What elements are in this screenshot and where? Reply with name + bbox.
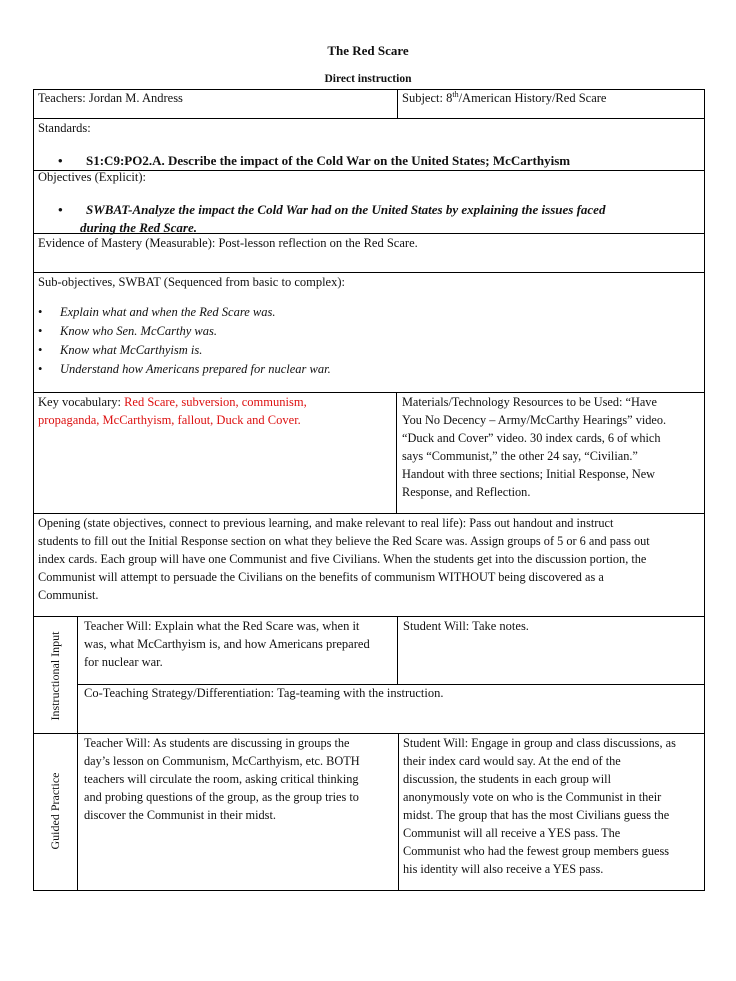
materials-line: Materials/Technology Resources to be Used: “Have	[402, 395, 657, 409]
ii-teacher-line: was, what McCarthyism is, and how Americans prepared	[84, 637, 370, 651]
opening-line: index cards. Each group will have one Communist and five Civilians. When the students get into the discussion portion, the	[38, 552, 647, 566]
gp-student-line: their index card would say. At the end of the	[403, 754, 621, 768]
vocab-line2: propaganda, McCarthyism, fallout, Duck and Cover.	[38, 413, 301, 427]
gp-teacher-line: discover the Communist in their midst.	[84, 808, 276, 822]
objectives-label: Objectives (Explicit):	[38, 170, 146, 184]
subject-prefix: Subject: 8	[402, 91, 453, 105]
gp-student-line: Student Will: Engage in group and class discussions, as	[403, 736, 676, 750]
gp-teacher-block	[84, 734, 360, 824]
gp-teacher-line: and probing questions of the group, as the group tries to	[84, 790, 359, 804]
gp-student-line: anonymously vote on who is the Communist in their	[403, 790, 662, 804]
gp-student-line: Communist will all receive a YES pass. The	[403, 826, 621, 840]
vocab-label: Key vocabulary:	[38, 395, 125, 409]
ii-coteaching: Co-Teaching Strategy/Differentiation: Tag-teaming with the instruction.	[84, 686, 444, 700]
subject-suffix: /American History/Red Scare	[458, 91, 607, 105]
document-title: The Red Scare	[327, 43, 409, 58]
teachers-field: Teachers: Jordan M. Andress	[38, 91, 183, 105]
gp-student-line: his identity will also receive a YES pass.	[403, 862, 604, 876]
materials-line: “Duck and Cover” video. 30 index cards, 6 of which	[402, 431, 661, 445]
gp-student-line: discussion, the students in each group will	[403, 772, 611, 786]
gp-teacher-line: day’s lesson on Communism, McCarthyism, etc. BOTH	[84, 754, 360, 768]
opening-line: Opening (state objectives, connect to previous learning, and make relevant to real life): Pass out handout and instruct	[38, 516, 614, 530]
objectives-text-line2: during the Red Scare.	[80, 220, 198, 235]
gp-teacher-line: teachers will circulate the room, asking critical thinking	[84, 772, 359, 786]
subject-field	[402, 89, 606, 107]
instructional-input-label: Instructional Input	[48, 631, 62, 721]
ii-teacher-line: for nuclear war.	[84, 655, 163, 669]
guided-practice-label: Guided Practice	[48, 772, 62, 850]
ii-teacher-line: Teacher Will: Explain what the Red Scare was, when it	[84, 619, 360, 633]
ii-teacher-block	[84, 617, 370, 671]
bullet-dot: •	[58, 202, 63, 217]
ii-student: Student Will: Take notes.	[403, 619, 529, 633]
opening-line: Communist will attempt to persuade the Civilians on the benefits of communism WITHOUT being discovered as a	[38, 570, 604, 584]
materials-line: Response, and Reflection.	[402, 485, 531, 499]
opening-line: students to fill out the Initial Response section on what they believe the Red Scare was. Assign groups of 5 or 6 and pass out	[38, 534, 650, 548]
document-subtitle: Direct instruction	[324, 73, 412, 85]
gp-student-line: Communist who had the fewest group members guess	[403, 844, 670, 858]
gp-student-line: midst. The group that has the most Civilians guess the	[403, 808, 670, 822]
vocab-line1	[38, 393, 307, 411]
opening-block	[38, 514, 650, 604]
gp-teacher-line: Teacher Will: As students are discussing in groups the	[84, 736, 350, 750]
bullet-dot: •	[58, 153, 63, 168]
materials-line: says “Communist,” the other 24 say, “Civilian.”	[402, 449, 638, 463]
materials-block	[402, 393, 666, 501]
subobjectives-label: Sub-objectives, SWBAT (Sequenced from basic to complex):	[38, 275, 345, 289]
standards-text: S1:C9:PO2.A. Describe the impact of the Cold War on the United States; McCarthyism	[86, 153, 571, 168]
objectives-text-line1: SWBAT-Analyze the impact the Cold War had on the United States by explaining the issues faced	[86, 202, 606, 217]
subject-sup: th	[452, 89, 459, 99]
evidence-of-mastery: Evidence of Mastery (Measurable): Post-lesson reflection on the Red Scare.	[38, 236, 418, 250]
opening-line: Communist.	[38, 588, 99, 602]
subobjectives-list: • Explain what and when the Red Scare was. • Know who Sen. McCarthy was. • Know what McCarthyism is. • Understand how Americans prepared for nuclear war.	[38, 305, 331, 376]
materials-line: You No Decency – Army/McCarthy Hearings” video.	[402, 413, 667, 427]
vocab-terms: Red Scare, subversion, communism,	[124, 395, 307, 409]
standards-label: Standards:	[38, 121, 91, 135]
materials-line: Handout with three sections; Initial Response, New	[402, 467, 656, 481]
gp-student-block	[403, 734, 676, 878]
